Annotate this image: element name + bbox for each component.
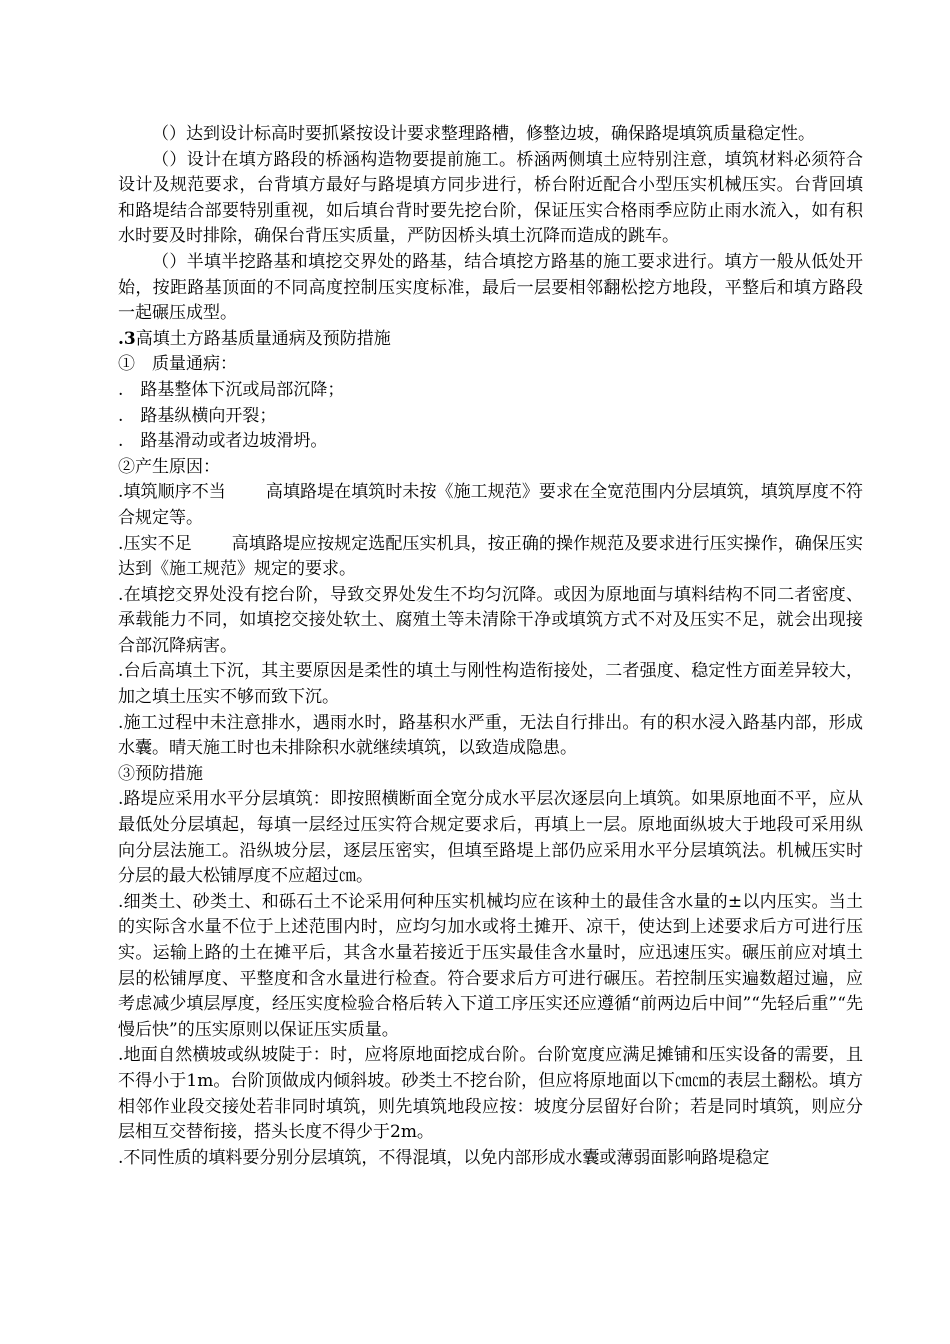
cause-item-drainage: .施工过程中未注意排水，遇雨水时，路基积水严重，无法自行排出。有的积水浸入路基内部，形成水囊。晴天施工时也未排除积水就继续填筑，以致造成隐患。 bbox=[118, 712, 863, 759]
defects-heading: ① 质量通病： bbox=[118, 354, 237, 375]
cause-item-compaction bbox=[118, 532, 863, 583]
cause-label: .填筑顺序不当 bbox=[118, 482, 226, 503]
defect-item: . 路基滑动或者边坡滑坍。 bbox=[118, 431, 328, 452]
defect-item: . 路基纵横向开裂； bbox=[118, 405, 277, 426]
defect-item: . 路基整体下沉或局部沉降； bbox=[118, 379, 345, 400]
measures-heading: ③预防措施 bbox=[118, 763, 203, 784]
measure-item-layering: .路堤应采用水平分层填筑：即按照横断面全宽分成水平层次逐层向上填筑。如果原地面不平，应从最低处分层填起，每填一层经过压实符合规定要求后，再填上一层。原地面纵坡大于地段可采用纵向分层法施工。沿纵坡分层，逐层压密实，但填至路堤上部仍应采用水平分层填筑法。机械压实时分层的最大松铺厚度不应超过㎝。 bbox=[118, 789, 863, 887]
cause-text: 高填路堤应按规定选配压实机具，按正确的操作规范及要求进行压实操作，确保压实达到《施工规范》规定的要求。 bbox=[118, 533, 864, 580]
measure-item-materials: .不同性质的填料要分别分层填筑，不得混填，以免内部形成水囊或薄弱面影响路堤稳定 bbox=[118, 1147, 770, 1168]
document-body bbox=[118, 122, 863, 1171]
cause-item-steps: .在填挖交界处没有挖台阶，导致交界处发生不均匀沉降。或因为原地面与填料结构不同二者密度、承载能力不同，如填挖交接处软土、腐殖土等未清除干净或填筑方式不对及压实不足，就会出现接合部沉降病害。 bbox=[118, 584, 863, 656]
cause-item-fill-sequence bbox=[118, 480, 863, 531]
cause-label: .压实不足 bbox=[118, 533, 192, 554]
paragraph-bridge-culvert: （）设计在填方路段的桥涵构造物要提前施工。桥涵两侧填土应特别注意，填筑材料必须符合设计及规范要求，台背填方最好与路堤填方同步进行，桥台附近配合小型压实机械压实。台背回填和路堤结合部要特别重视，如后填台背时要先挖台阶，保证压实合格雨季应防止雨水流入，如有积水时要及时排除，确保台背压实质量，严防因桥头填土沉降而造成的跳车。 bbox=[118, 149, 863, 247]
paragraph-grade-control: （）达到设计标高时要抓紧按设计要求整理路槽，修整边坡，确保路堤填筑质量稳定性。 bbox=[152, 124, 815, 144]
cause-item-abutment: .台后高填土下沉，其主要原因是柔性的填土与刚性构造衔接处，二者强度、稳定性方面差异较大，加之填土压实不够而致下沉。 bbox=[118, 661, 863, 708]
section-title: 高填土方路基质量通病及预防措施 bbox=[135, 328, 391, 349]
paragraph-half-fill-half-cut: （）半填半挖路基和填挖交界处的路基，结合填挖方路基的施工要求进行。填方一般从低处开始，按距路基顶面的不同高度控制压实度标准，最后一层要相邻翻松挖方地段，平整后和填方路段一起碾压成型。 bbox=[118, 251, 863, 324]
section-number: .3 bbox=[118, 328, 136, 349]
measure-item-moisture: .细类土、砂类土、和砾石土不论采用何种压实机械均应在该种土的最佳含水量的±以内压实。当土的实际含水量不位于上述范围内时，应均匀加水或将土摊开、凉干，使达到上述要求后方可进行压实。运输上路的土在摊平后，其含水量若接近于压实最佳含水量时，应迅速压实。碾压前应对填土层的松铺厚度、平整度和含水量进行检查。符合要求后方可进行碾压。若控制压实遍数超过遍，应考虑减少填层厚度，经压实度检验合格后转入下道工序压实还应遵循“前两边后中间”“先轻后重”“先慢后快”的压实原则以保证压实质量。 bbox=[118, 891, 863, 1040]
cause-text: 高填路堤在填筑时未按《施工规范》要求在全宽范围内分层填筑，填筑厚度不符合规定等。 bbox=[118, 482, 864, 528]
measure-item-benching: .地面自然横坡或纵坡陡于：时，应将原地面挖成台阶。台阶宽度应满足摊铺和压实设备的需要，且不得小于1m。台阶顶做成内倾斜坡。砂类土不挖台阶，但应将原地面以下㎝㎝的表层土翻松。填方相邻作业段交接处若非同时填筑，则先填筑地段应按：坡度分层留好台阶；若是同时填筑，则应分层相互交替衔接，搭头长度不得少于2m。 bbox=[118, 1045, 863, 1143]
section-heading bbox=[118, 327, 863, 353]
causes-heading: ②产生原因： bbox=[118, 456, 220, 477]
